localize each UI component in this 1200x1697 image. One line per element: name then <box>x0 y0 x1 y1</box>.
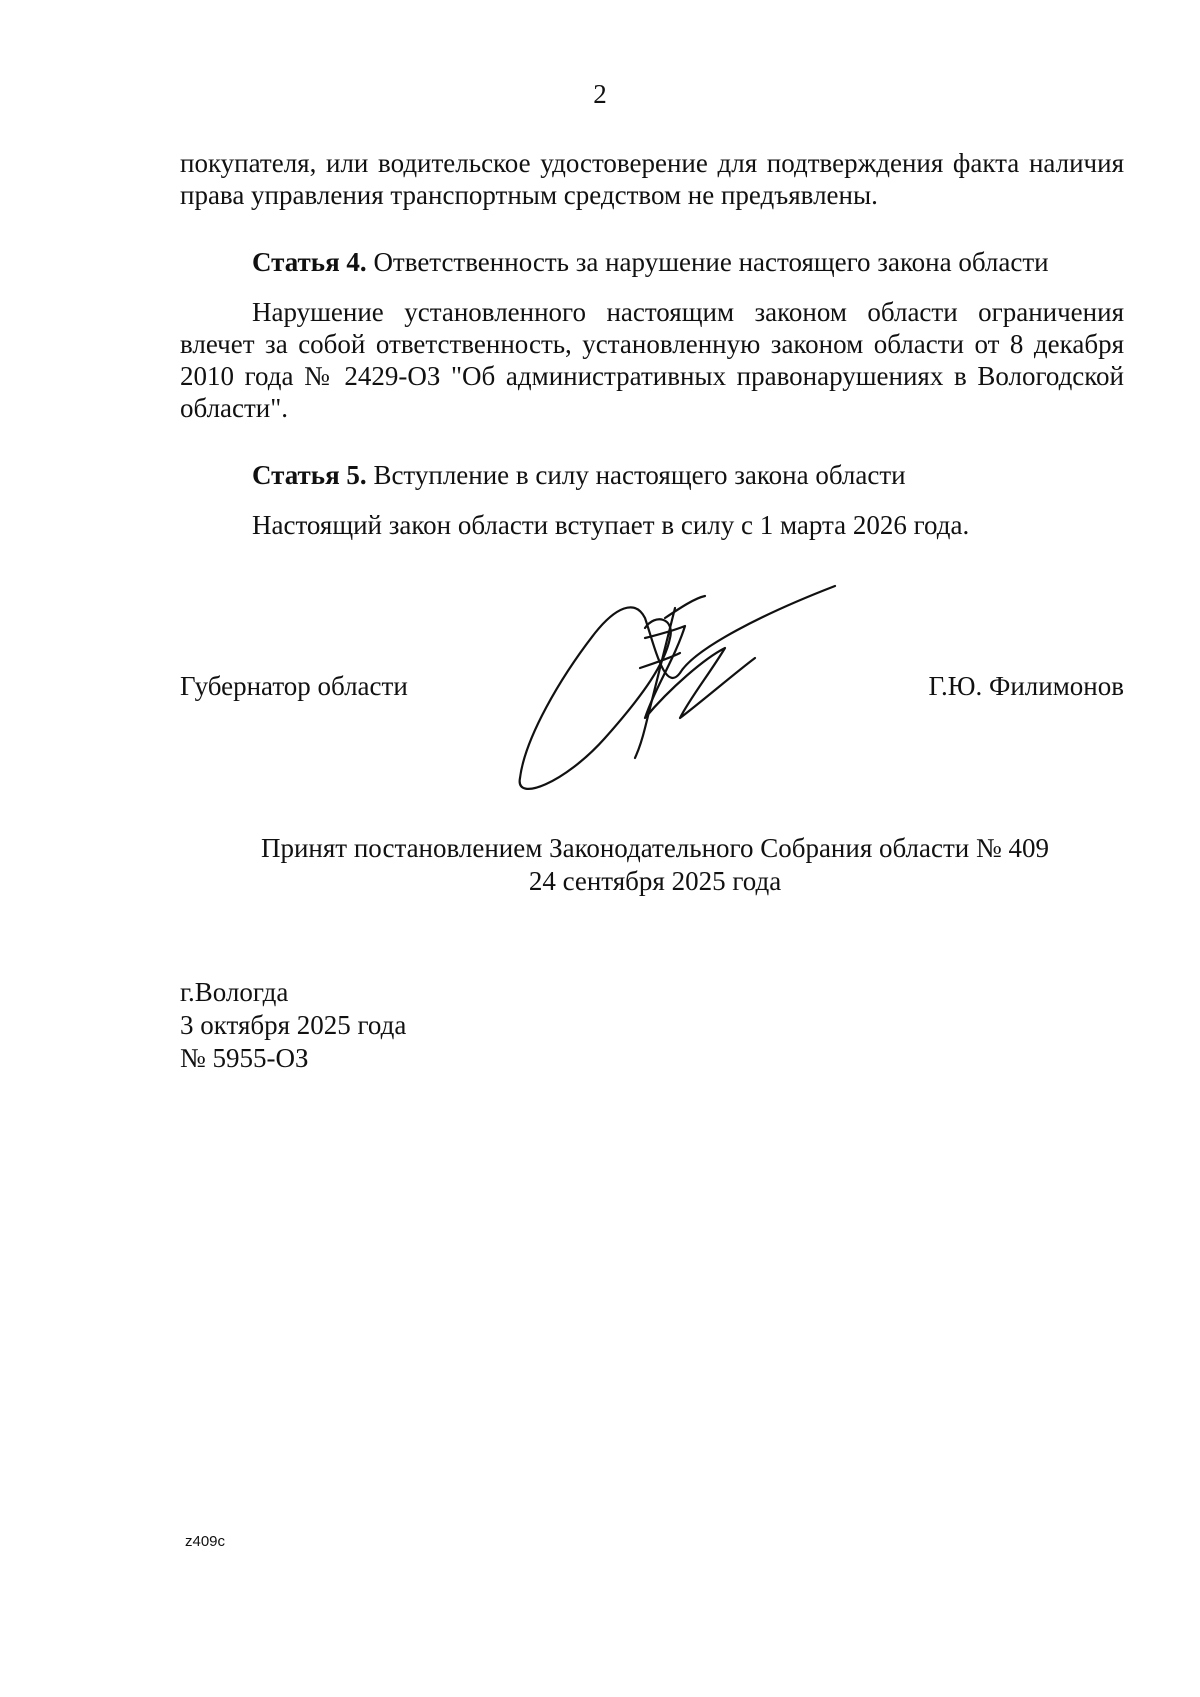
law-number: № 5955-ОЗ <box>180 1043 309 1073</box>
article-4-heading <box>180 246 1124 278</box>
signer-name: Г.Ю. Филимонов <box>928 671 1124 701</box>
adoption-note <box>0 832 1200 898</box>
article-5-title: Вступление в силу настоящего закона области <box>373 460 906 490</box>
article-5-heading <box>180 459 1124 491</box>
adoption-line-1: Принят постановлением Законодательного Собрания области № 409 <box>260 833 1050 863</box>
adoption-line-2: 24 сентября 2025 года <box>528 866 782 896</box>
article-4-body: Нарушение установленного настоящим законом области ограничения влечет за собой ответственность, установленную законом области от 8 декабря 2010 года № 2429-ОЗ "Об административных правонарушениях в Вологодской области". <box>180 297 1124 423</box>
article-4-title: Ответственность за нарушение настоящего закона области <box>373 247 1049 277</box>
signer-position: Губернатор области <box>180 671 408 701</box>
continuation-paragraph: покупателя, или водительское удостоверение для подтверждения факта наличия права управления транспортным средством не предъявлены. <box>180 148 1124 210</box>
article-5-label: Статья 5. <box>252 460 367 490</box>
article-5-body: Настоящий закон области вступает в силу с 1 марта 2026 года. <box>252 510 970 540</box>
article-4-label: Статья 4. <box>252 247 367 277</box>
city: г.Вологда <box>180 977 289 1007</box>
page-number: 2 <box>593 79 607 109</box>
signing-date: 3 октября 2025 года <box>180 1010 407 1040</box>
document-code: z409c <box>185 1533 226 1550</box>
place-date-number <box>180 976 406 1075</box>
handwritten-signature <box>505 578 845 808</box>
